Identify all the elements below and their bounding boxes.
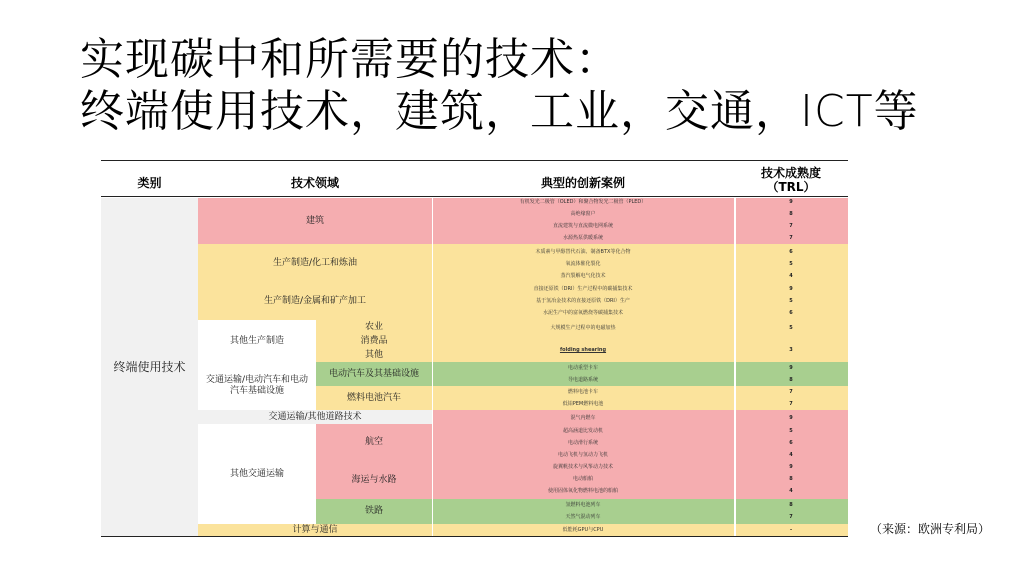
field-aviation: 航空 [316, 424, 432, 461]
case-row: 电动船舶 [572, 476, 593, 482]
field-fuel-cell-vehicles: 燃料电池汽车 [316, 386, 432, 410]
field-shipping: 海运与水路 [316, 461, 432, 499]
table-header-rule [101, 196, 848, 197]
case-row: 有机发光二极管（OLED）和聚合物发光二极管（PLED） [519, 199, 647, 205]
case-row: 蒸汽裂解电气化技术 [560, 273, 606, 279]
field-metals-minerals: 生产制造/金属和矿产加工 [198, 282, 432, 320]
field-ev-infrastructure: 电动汽车及其基础设施 [316, 362, 432, 386]
case-row: 电动重型卡车 [567, 365, 598, 371]
trl-value: 8 [789, 502, 793, 508]
trl-value: 5 [789, 428, 793, 434]
case-row: 电动滑行系统 [567, 440, 598, 446]
trl-value: 6 [789, 249, 793, 255]
trl-value: 4 [789, 488, 793, 494]
field-chemicals-refining: 生产制造/化工和炼油 [198, 244, 432, 282]
title-line-1: 实现碳中和所需要的技术： [80, 34, 620, 85]
case-row: 氧流体催化裂化 [565, 261, 601, 267]
field-consumer-goods: 消费品 [316, 334, 432, 348]
case-row: 混气内燃车 [570, 415, 596, 421]
case-row: 低铂PEM燃料电池 [562, 401, 604, 407]
case-row: 大规模生产过程中的电磁加热 [550, 325, 616, 331]
trl-value: 7 [789, 389, 793, 395]
trl-value: 8 [789, 476, 793, 482]
trl-value: 6 [789, 440, 793, 446]
trl-value: 4 [789, 452, 793, 458]
trl-value: 8 [789, 377, 793, 383]
case-row: 高绝缘窗户 [570, 211, 596, 217]
table-bottom-rule [101, 536, 848, 537]
header-field: 技术领域 [290, 176, 339, 190]
field-ev-group: 交通运输/电动汽车和电动汽车基础设施 [198, 362, 316, 410]
trl-value: 4 [789, 273, 793, 279]
source-note: （来源：欧洲专利局） [870, 522, 991, 536]
case-row: 水源热泵供暖系统 [562, 235, 603, 241]
case-row: 超高涵道比发动机 [562, 428, 603, 434]
title-line-2: 终端使用技术，建筑，工业，交通，ICT等 [80, 86, 919, 137]
field-computing-communications: 计算与通信 [198, 524, 432, 536]
trl-value: 5 [789, 298, 793, 304]
trl-value: 9 [789, 415, 793, 421]
case-row: 导电道路系统 [567, 377, 598, 383]
field-other-transport: 其他交通运输 [198, 424, 316, 524]
field-building: 建筑 [198, 198, 432, 244]
case-row: 电动飞机与氢动力飞机 [557, 452, 608, 458]
case-row: 低能耗GPU与CPU [562, 527, 604, 533]
case-row: 直接还原铁（DRI）生产过程中的碳捕集技术 [533, 286, 633, 292]
table-top-rule [101, 160, 848, 161]
field-other-manufacturing: 其他生产制造 [198, 320, 316, 362]
field-other: 其他 [316, 348, 432, 362]
trl-value: - [789, 527, 793, 533]
trl-value: 7 [789, 514, 793, 520]
case-row: 直流建筑与直流微电网系统 [552, 223, 613, 229]
trl-value: 7 [789, 235, 793, 241]
trl-value: 5 [789, 261, 793, 267]
trl-value: 9 [789, 199, 793, 205]
field-agriculture: 农业 [316, 320, 432, 334]
trl-value: 9 [789, 464, 793, 470]
header-category: 类别 [137, 176, 162, 190]
slide-title [80, 34, 919, 138]
case-row: 使用固体氧化物燃料电池的船舶 [547, 488, 618, 494]
trl-value: 9 [789, 286, 793, 292]
header-cases: 典型的创新案例 [540, 176, 625, 190]
case-row: 燃料电池卡车 [567, 389, 598, 395]
case-row: 氢燃料电池列车 [565, 502, 601, 508]
trl-value: 7 [789, 223, 793, 229]
trl-value: 3 [789, 347, 793, 353]
trl-value: 8 [789, 211, 793, 217]
case-row: 基于氢冶金技术的直接还原铁（DRI）生产 [536, 298, 630, 304]
case-row: folding shearing [559, 347, 607, 353]
case-row: 天然气混动列车 [565, 514, 601, 520]
field-other-road: 交通运输/其他道路技术 [198, 410, 432, 424]
trl-value: 5 [789, 325, 793, 331]
case-row: 旋翼帆技术与风筝动力技术 [552, 464, 613, 470]
header-trl-line2: （TRL） [766, 180, 816, 194]
field-rail: 铁路 [316, 499, 432, 524]
category-cell: 终端使用技术 [101, 198, 198, 536]
trl-value: 6 [789, 310, 793, 316]
case-row: 水泥生产中的富氧燃烧等碳捕集技术 [542, 310, 623, 316]
technology-table [101, 160, 848, 538]
trl-value: 9 [789, 365, 793, 371]
case-row: 木质素与甲醇替代石油、制备BTX等化合物 [535, 249, 631, 255]
trl-value: 7 [789, 401, 793, 407]
header-trl-line1: 技术成熟度 [760, 166, 821, 180]
